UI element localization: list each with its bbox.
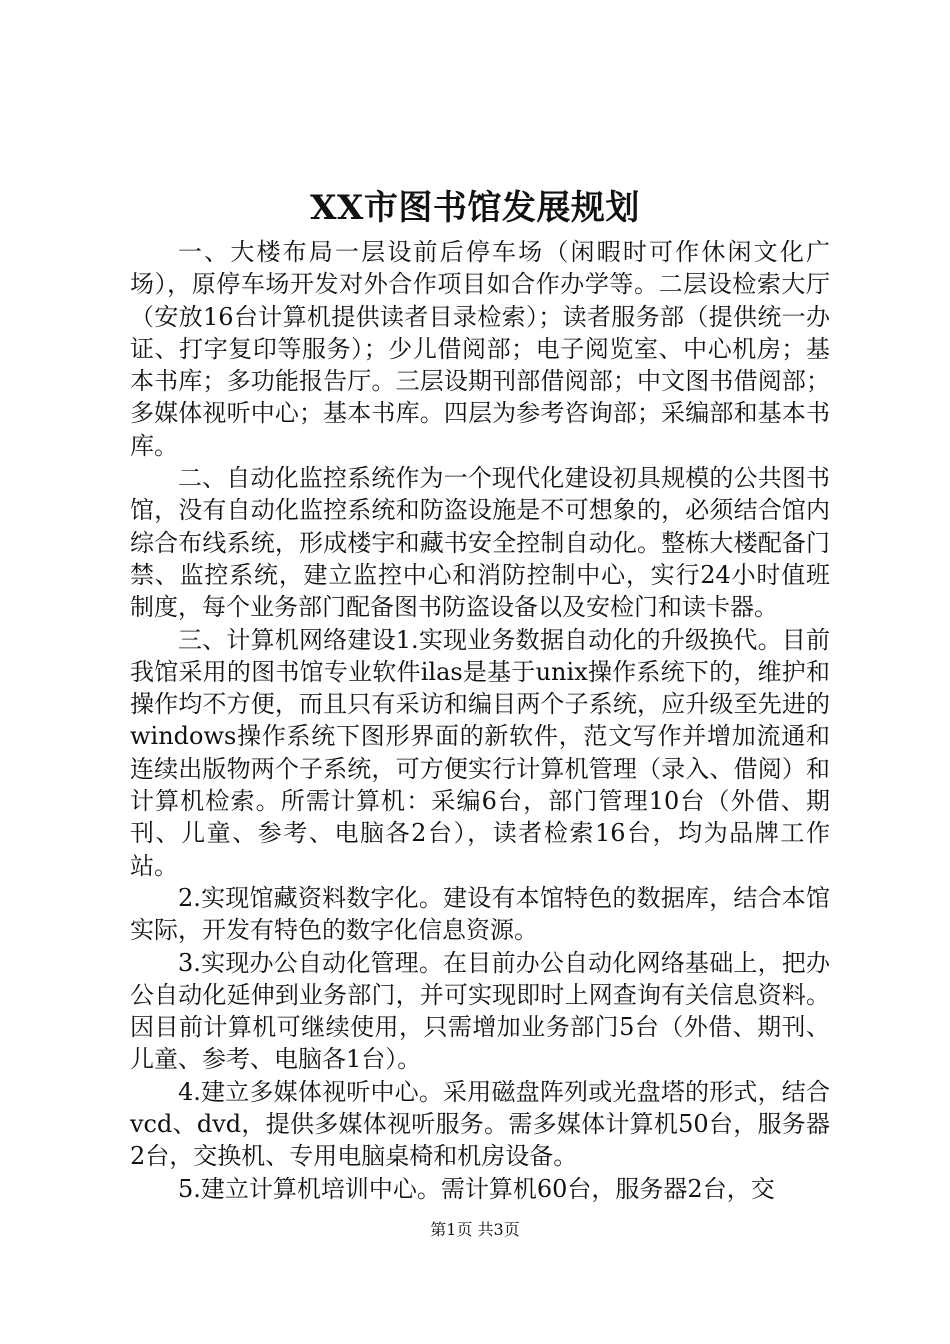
paragraph-network-construction: 三、计算机网络建设1.实现业务数据自动化的升级换代。目前我馆采用的图书馆专业软件ilas是基于unix操作系统下的，维护和操作均不方便，而且只有采访和编目两个子系统，应升级至先进的windows操作系统下图形界面的新软件，范文写作并增加流通和连续出版物两个子系统，可方便实行计算机管理（录入、借阅）和计算机检索。所需计算机：采编6台，部门管理10台（外借、期刊、儿童、参考、电脑各2台），读者检索16台，均为品牌工作站。 [130,625,830,880]
paragraph-digitization: 2.实现馆藏资料数字化。建设有本馆特色的数据库，结合本馆实际，开发有特色的数字化信息资源。 [130,883,830,945]
page-number: 第1页 共3页 [430,1220,520,1239]
paragraph-office-automation: 3.实现办公自动化管理。在目前办公自动化网络基础上，把办公自动化延伸到业务部门，并可实现即时上网查询有关信息资料。因目前计算机可继续使用，只需增加业务部门5台（外借、期刊、儿童、参考、电脑各1台）。 [130,948,830,1074]
paragraph-building-layout: 一、大楼布局一层设前后停车场（闲暇时可作休闲文化广场），原停车场开发对外合作项目如合作办学等。二层设检索大厅（安放16台计算机提供读者目录检索）；读者服务部（提供统一办证、打字复印等服务）；少儿借阅部；电子阅览室、中心机房；基本书库；多功能报告厅。三层设期刊部借阅部；中文图书借阅部；多媒体视听中心；基本书库。四层为参考咨询部；采编部和基本书库。 [130,238,830,460]
paragraph-multimedia-center: 4.建立多媒体视听中心。采用磁盘阵列或光盘塔的形式，结合vcd、dvd，提供多媒体视听服务。需多媒体计算机50台，服务器2台，交换机、专用电脑桌椅和机房设备。 [130,1077,830,1171]
document-body [130,236,830,1205]
paragraph-monitoring-system: 二、自动化监控系统作为一个现代化建设初具规模的公共图书馆，没有自动化监控系统和防盗设施是不可想象的，必须结合馆内综合布线系统，形成楼宇和藏书安全控制自动化。整栋大楼配备门禁、监控系统，建立监控中心和消防控制中心，实行24小时值班制度，每个业务部门配备图书防盗设备以及安检门和读卡器。 [130,464,830,622]
paragraph-training-center: 5.建立计算机培训中心。需计算机60台，服务器2台，交 [178,1174,775,1203]
document-title: XX市图书馆发展规划 [310,188,640,228]
